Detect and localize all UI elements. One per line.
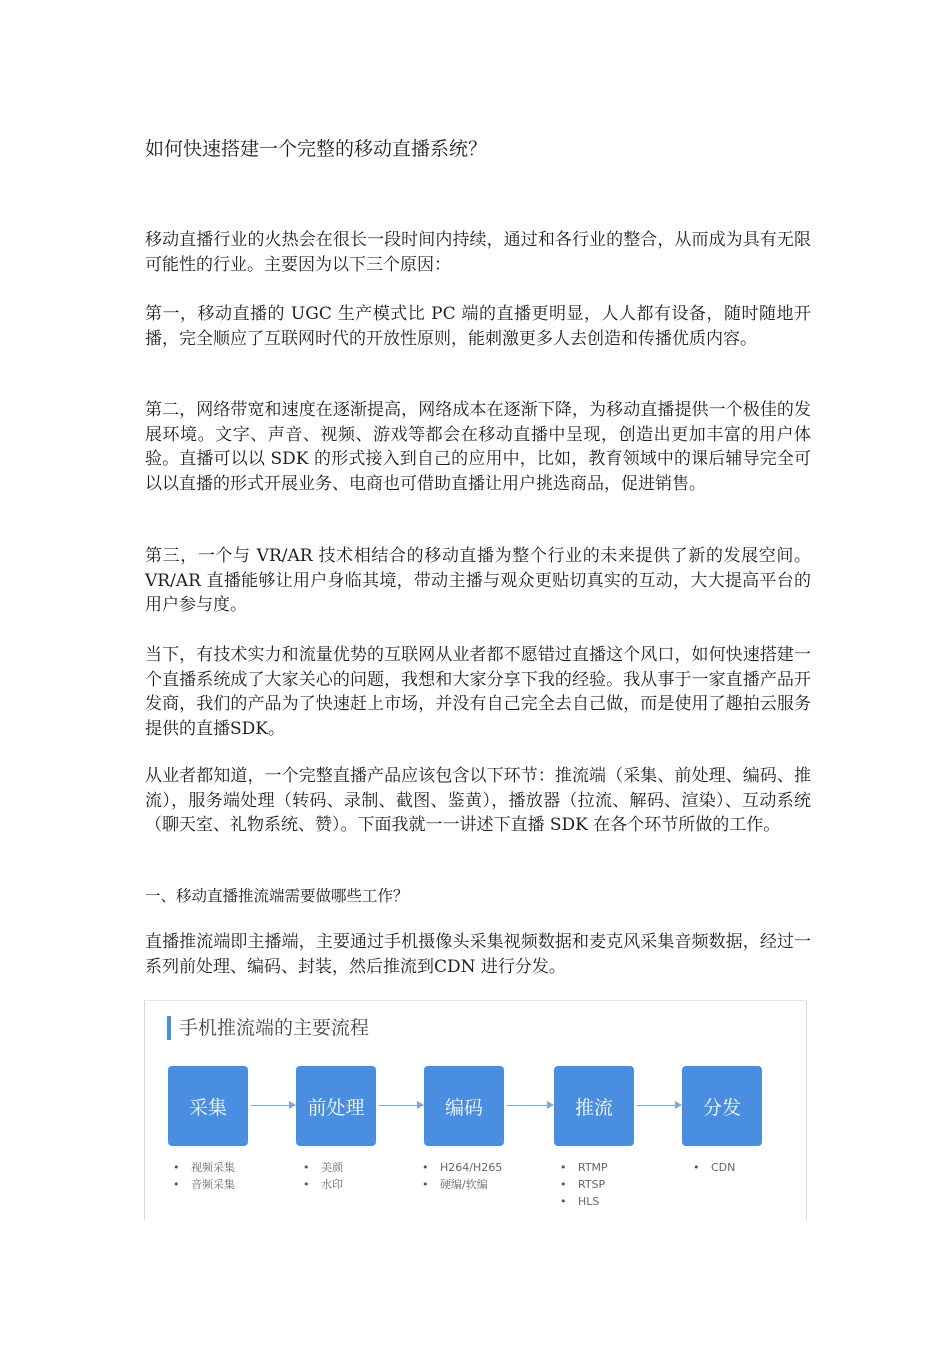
figure-accent-bar bbox=[167, 1016, 171, 1040]
step-preprocess-list bbox=[301, 1159, 343, 1193]
step-encode-item: • H264/H265 bbox=[420, 1159, 502, 1176]
section-heading: 一、移动直播推流端需要做哪些工作？ bbox=[145, 887, 409, 905]
arrow-preprocess-to-encode bbox=[379, 1105, 423, 1106]
paragraph-intro: 移动直播行业的火热会在很长一段时间内持续，通过和各行业的整合，从而成为具有无限可能性的行业。主要因为以下三个原因： bbox=[145, 230, 811, 275]
step-push-box: 推流 bbox=[554, 1066, 634, 1146]
arrow-push-to-distribute bbox=[637, 1105, 681, 1106]
step-distribute-list bbox=[691, 1159, 735, 1176]
step-preprocess-box: 前处理 bbox=[296, 1066, 376, 1146]
paragraph-third-reason: 第三，一个与 VR/AR 技术相结合的移动直播为整个行业的未来提供了新的发展空间。VR/AR 直播能够让用户身临其境，带动主播与观众更贴切真实的互动，大大提高平台的用户参与度。 bbox=[145, 546, 811, 616]
step-push-item: • RTMP bbox=[558, 1159, 608, 1176]
step-encode-list bbox=[420, 1159, 502, 1193]
arrow-capture-to-preprocess bbox=[251, 1105, 295, 1106]
paragraph-first-reason: 第一，移动直播的 UGC 生产模式比 PC 端的直播更明显，人人都有设备，随时随地开播，完全顺应了互联网时代的开放性原则，能刺激更多人去创造和传播优质内容。 bbox=[145, 304, 811, 349]
step-push-item: • HLS bbox=[558, 1193, 608, 1210]
step-encode-box: 编码 bbox=[424, 1066, 504, 1146]
step-distribute-item: • CDN bbox=[691, 1159, 735, 1176]
document-title: 如何快速搭建一个完整的移动直播系统？ bbox=[145, 138, 488, 160]
push-flow-figure bbox=[144, 1000, 807, 1220]
step-push-list bbox=[558, 1159, 608, 1210]
paragraph-current-situation: 当下，有技术实力和流量优势的互联网从业者都不愿错过直播这个风口，如何快速搭建一个直播系统成了大家关心的问题，我想和大家分享下我的经验。我从事于一家直播产品开发商，我们的产品为了快速赶上市场，并没有自己完全去自己做，而是使用了趣拍云服务提供的直播SDK。 bbox=[145, 645, 811, 739]
step-push-item: • RTSP bbox=[558, 1176, 608, 1193]
step-capture-list bbox=[171, 1159, 235, 1193]
figure-title: 手机推流端的主要流程 bbox=[179, 1017, 370, 1039]
step-encode-item: • 硬编/软编 bbox=[420, 1176, 502, 1193]
paragraph-second-reason: 第二，网络带宽和速度在逐渐提高，网络成本在逐渐下降，为移动直播提供一个极佳的发展环境。文字、声音、视频、游戏等都会在移动直播中呈现，创造出更加丰富的用户体验。直播可以以 SDK 的形式接入到自己的应用中，比如，教育领域中的课后辅导完全可以以直播的形式开展业务、电商也可借助直播让用户挑选商品，促进销售。 bbox=[145, 400, 811, 494]
step-capture-item: • 视频采集 bbox=[171, 1159, 235, 1176]
paragraph-product-components: 从业者都知道，一个完整直播产品应该包含以下环节：推流端（采集、前处理、编码、推流），服务端处理（转码、录制、截图、鉴黄），播放器（拉流、解码、渲染）、互动系统（聊天室、礼物系统、赞）。下面我就一一讲述下直播 SDK 在各个环节所做的工作。 bbox=[145, 766, 811, 836]
paragraph-push-stream: 直播推流端即主播端，主要通过手机摄像头采集视频数据和麦克风采集音频数据，经过一系列前处理、编码、封装，然后推流到CDN 进行分发。 bbox=[145, 932, 811, 977]
step-capture-item: • 音频采集 bbox=[171, 1176, 235, 1193]
step-preprocess-item: • 美颜 bbox=[301, 1159, 343, 1176]
step-preprocess-item: • 水印 bbox=[301, 1176, 343, 1193]
arrow-encode-to-push bbox=[507, 1105, 553, 1106]
step-distribute-box: 分发 bbox=[682, 1066, 762, 1146]
step-capture-box: 采集 bbox=[168, 1066, 248, 1146]
